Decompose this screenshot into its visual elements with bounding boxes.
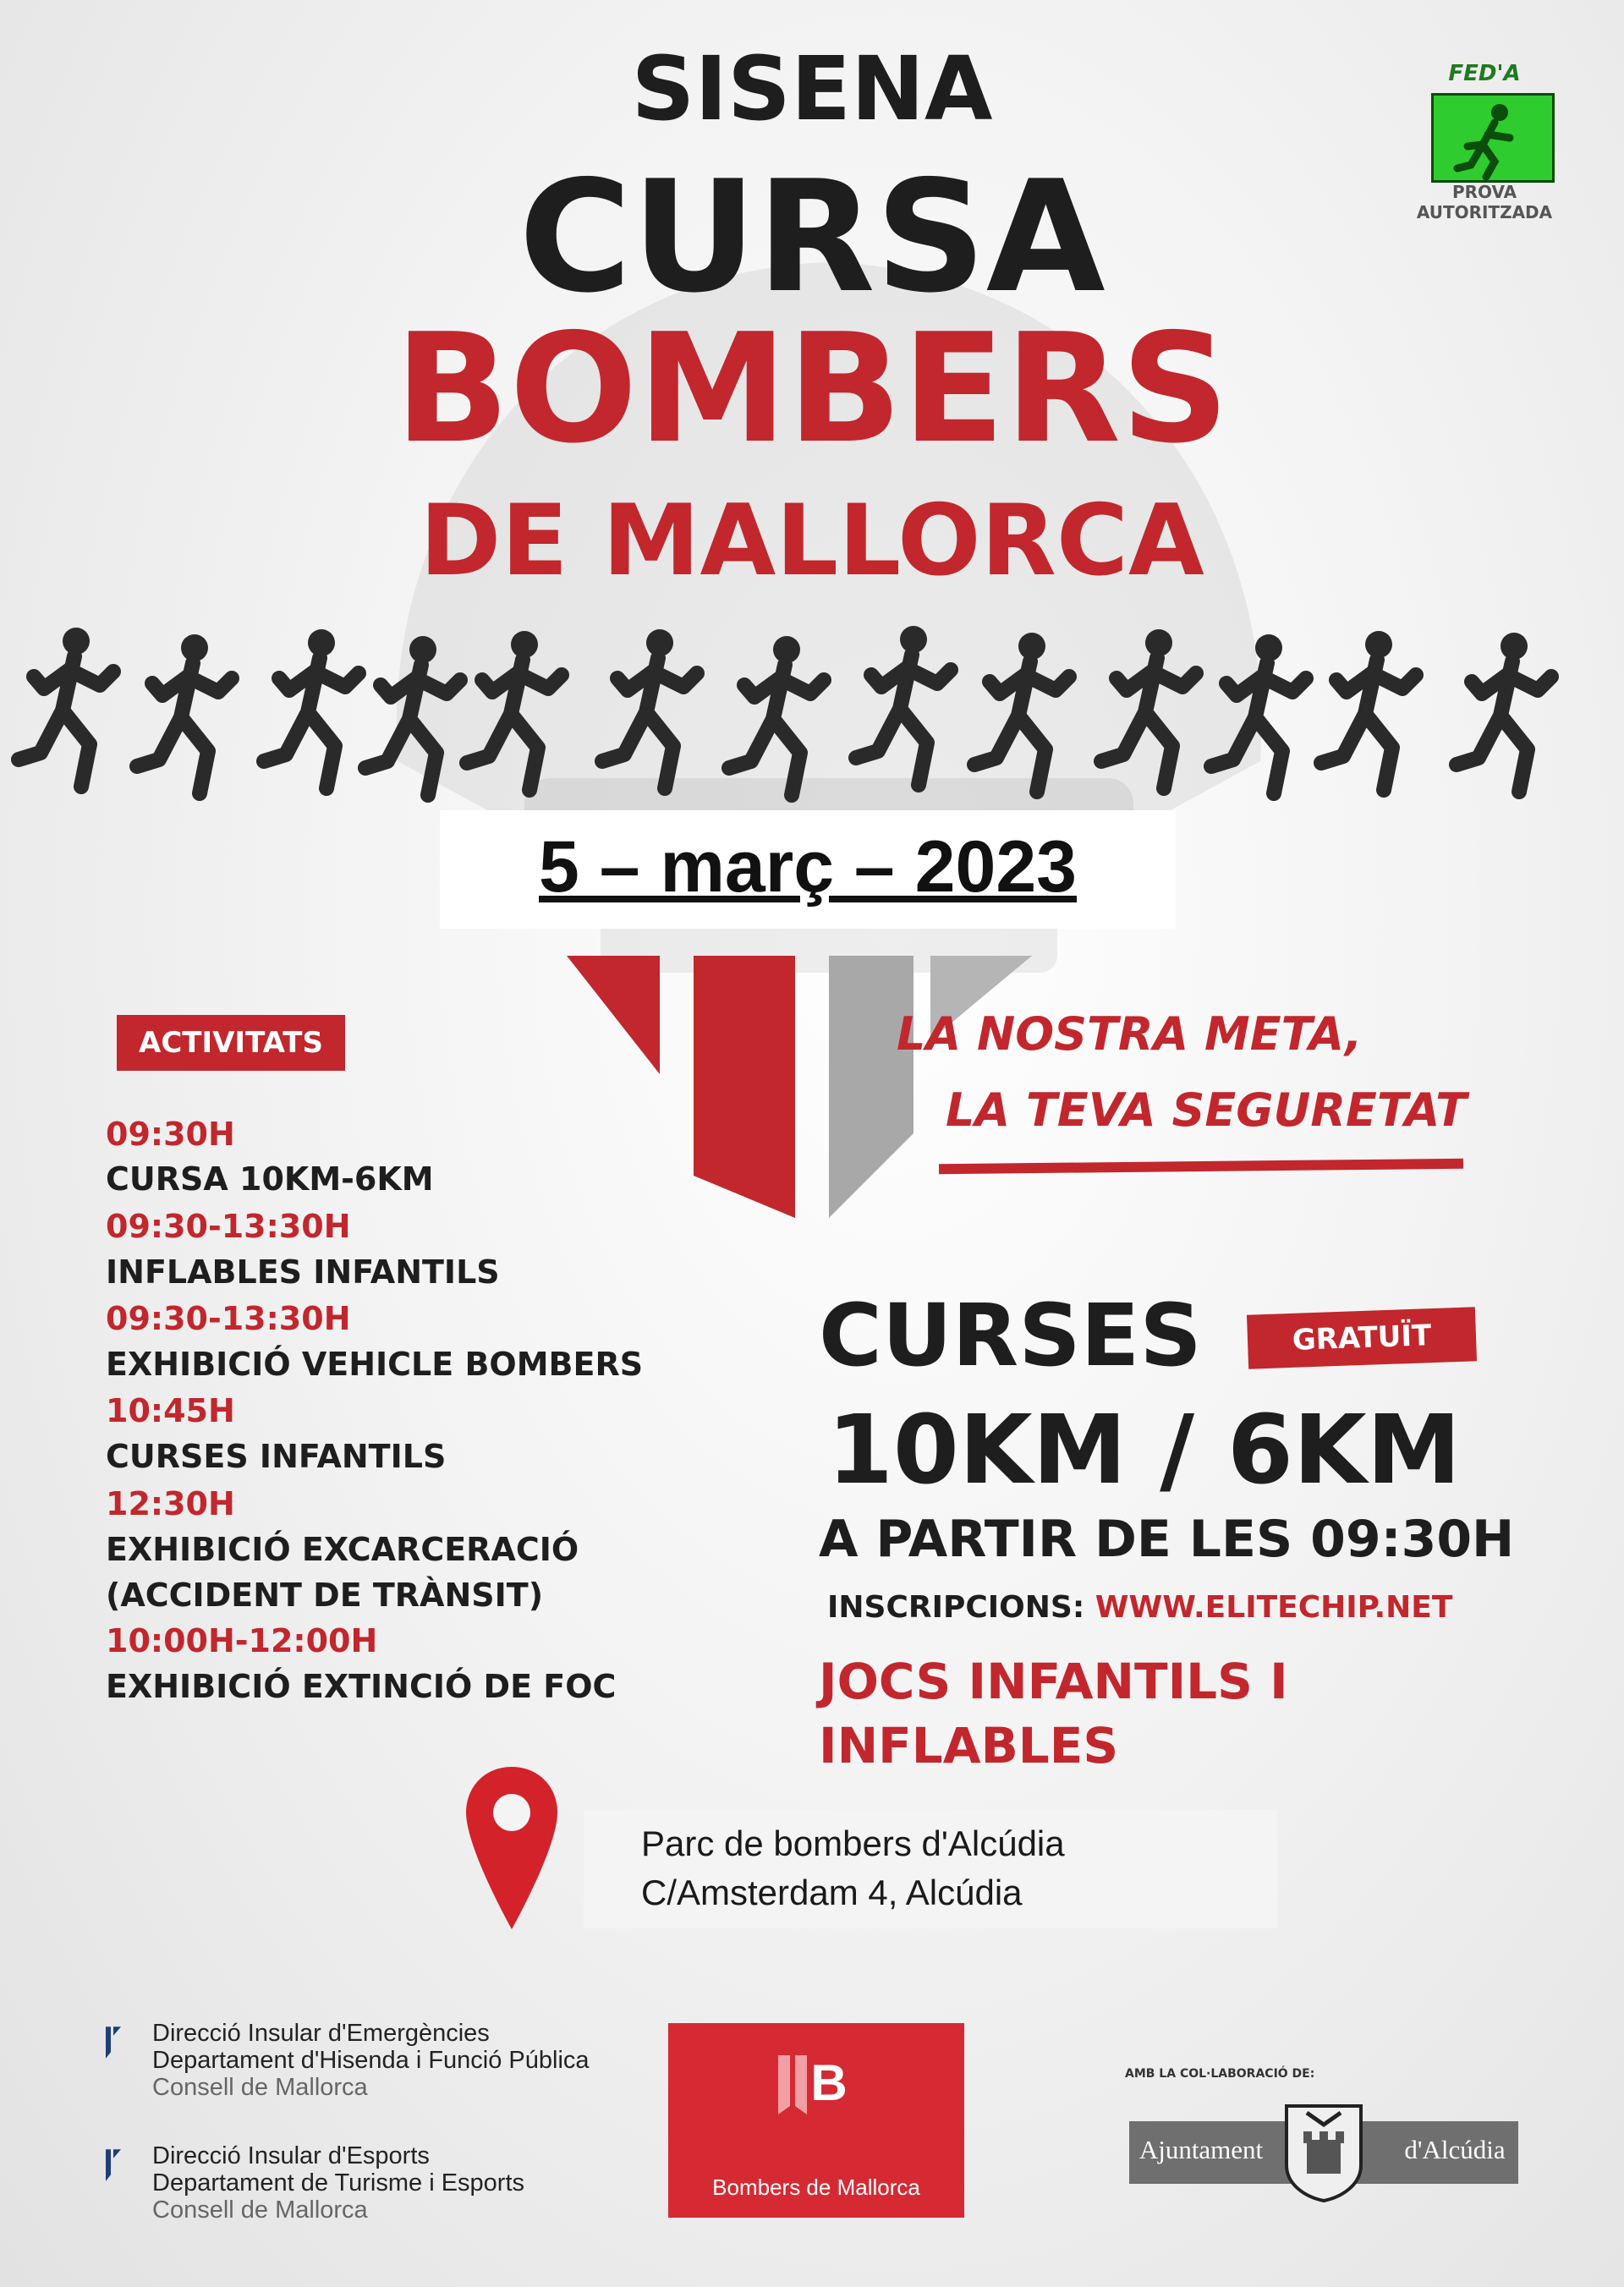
consell-mark-icon: [106, 2144, 121, 2186]
location-address: C/Amsterdam 4, Alcúdia: [641, 1873, 1023, 1912]
activity-label: EXHIBICIÓ VEHICLE BOMBERS: [106, 1346, 644, 1383]
activity-time: 09:30-13:30H: [106, 1300, 351, 1337]
activities-tag: ACTIVITATS: [117, 1015, 345, 1071]
activity-label: EXHIBICIÓ EXCARCERACIÓ: [106, 1531, 579, 1568]
organizer-1-line1: Direcció Insular d'Emergències: [152, 2020, 490, 2047]
federation-badge-caption: PROVA AUTORITZADA: [1416, 182, 1553, 222]
runner-icon: [1101, 629, 1196, 788]
federation-badge-logo: [1431, 93, 1555, 183]
slogan-line-1: LA NOSTRA META,: [897, 1007, 1363, 1061]
runners-row: [0, 617, 1624, 812]
race-distances: 10KM / 6KM: [827, 1396, 1462, 1505]
event-date: 5 – març – 2023: [539, 826, 1077, 908]
activity-label: INFLABLES INFANTILS: [106, 1253, 500, 1291]
title-cursa: CURSA: [518, 147, 1106, 326]
kids-games: JOCS INFANTILS I INFLABLES: [819, 1653, 1288, 1774]
ajuntament-right-text: d'Alcúdia: [1404, 2135, 1506, 2164]
activity-label: CURSA 10KM-6KM: [106, 1160, 434, 1198]
runner-icon: [19, 628, 113, 787]
location-pin-icon: [461, 1763, 562, 1933]
consell-mark-icon: [106, 2021, 121, 2064]
collaboration-label: AMB LA COL·LABORACIÓ DE:: [1125, 2067, 1315, 2081]
alcudia-crest-icon: [1281, 2098, 1366, 2202]
runner-icon: [1321, 631, 1416, 790]
bombers-logo-letter: B: [810, 2054, 848, 2111]
registration-link[interactable]: WWW.ELITECHIP.NET: [1095, 1590, 1453, 1625]
registration: [827, 1587, 1588, 1629]
organizer-2-line3: Consell de Mallorca: [152, 2197, 368, 2224]
activity-time: 10:00H-12:00H: [106, 1622, 378, 1659]
title-sisena: SISENA: [631, 37, 993, 140]
race-start-time: A PARTIR DE LES 09:30H: [819, 1510, 1515, 1569]
title-bombers: BOMBERS: [394, 301, 1230, 476]
activity-time: 12:30H: [106, 1485, 235, 1522]
runner-icon: [602, 629, 697, 788]
organizer-1-line2: Departament d'Hisenda i Funció Pública: [152, 2047, 590, 2074]
organizer-1: [152, 2020, 626, 2101]
organizer-2: [152, 2142, 626, 2224]
slogan-line-2: LA TEVA SEGURETAT: [946, 1083, 1467, 1137]
free-badge: GRATUÏT: [1247, 1307, 1477, 1368]
runner-icon: [264, 629, 359, 788]
registration-label: INSCRIPCIONS:: [827, 1590, 1085, 1625]
ajuntament-left-text: Ajuntament: [1138, 2135, 1264, 2164]
runner-icon: [1434, 96, 1552, 180]
runner-icon: [365, 636, 460, 795]
runner-icon: [1457, 633, 1551, 792]
title-de-mallorca: DE MALLORCA: [420, 484, 1204, 598]
activity-label-continued: (ACCIDENT DE TRÀNSIT): [106, 1577, 544, 1614]
organizer-2-line2: Departament de Turisme i Esports: [152, 2169, 525, 2197]
runner-icon: [729, 636, 824, 795]
organizer-1-line3: Consell de Mallorca: [152, 2074, 368, 2101]
runner-icon: [1211, 634, 1306, 793]
activity-label: EXHIBICIÓ EXTINCIÓ DE FOC: [106, 1668, 617, 1705]
runner-icon: [974, 633, 1069, 792]
activity-time: 09:30-13:30H: [106, 1208, 351, 1245]
location-name: Parc de bombers d'Alcúdia: [641, 1824, 1065, 1863]
runner-icon: [467, 631, 562, 790]
activity-time: 09:30H: [106, 1116, 235, 1153]
runner-icon: [137, 634, 232, 793]
runner-icon: [856, 626, 951, 785]
organizer-2-line1: Direcció Insular d'Esports: [152, 2142, 430, 2169]
activity-label: CURSES INFANTILS: [106, 1438, 447, 1475]
federation-badge-title: FED'A: [1448, 61, 1521, 86]
races-title: CURSES: [819, 1286, 1202, 1386]
activity-time: 10:45H: [106, 1392, 235, 1429]
bombers-logo-text: Bombers de Mallorca: [712, 2175, 920, 2200]
